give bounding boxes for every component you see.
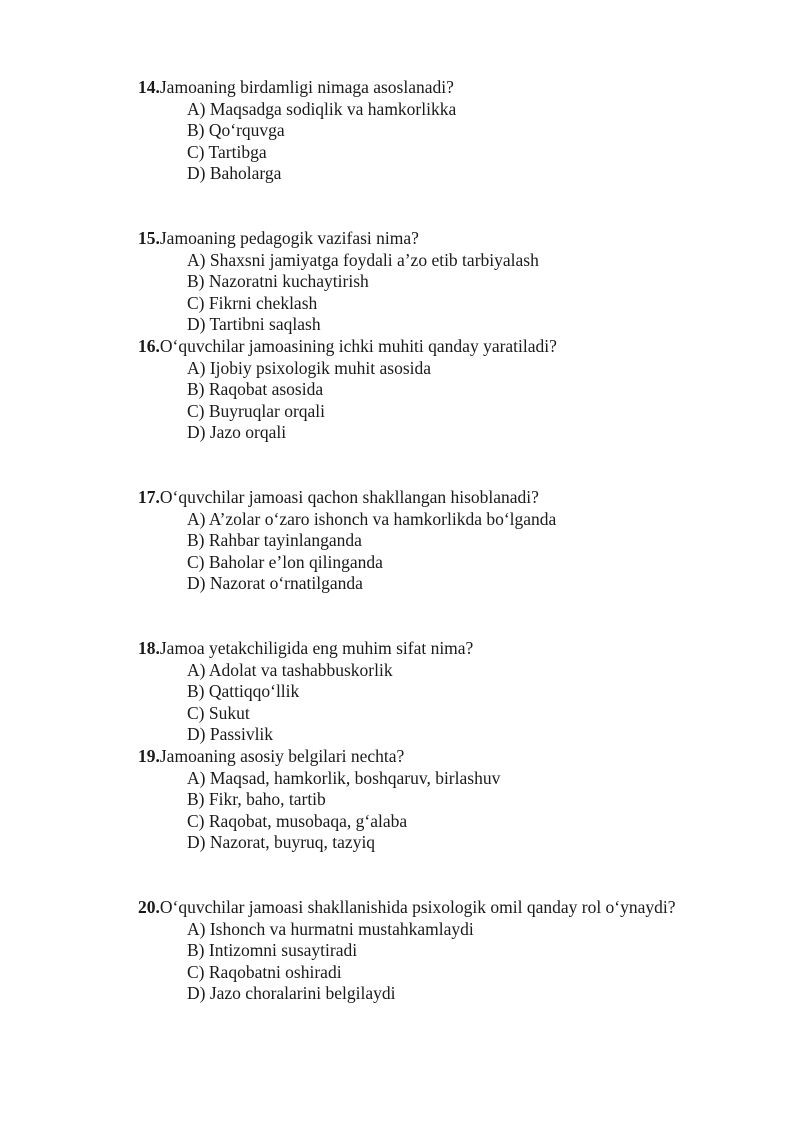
question-text: Jamoaning birdamligi nimaga asoslanadi? bbox=[159, 77, 454, 97]
option-a: A) Maqsad, hamkorlik, boshqaruv, birlashuv bbox=[187, 767, 501, 788]
option-c: C) Fikrni cheklash bbox=[187, 292, 318, 313]
option-b: B) Rahbar tayinlanganda bbox=[187, 530, 362, 551]
option-b: B) Raqobat asosida bbox=[187, 379, 324, 400]
question-stem bbox=[138, 336, 778, 358]
question-number: 20. bbox=[138, 897, 160, 917]
option-c: C) Raqobat, musobaqa, g‘alaba bbox=[187, 810, 408, 831]
option-b: B) Qattiqqo‘llik bbox=[187, 681, 300, 702]
question-number: 17. bbox=[138, 487, 160, 507]
option-d: D) Nazorat, buyruq, tazyiq bbox=[187, 832, 376, 853]
option-b: B) Nazoratni kuchaytirish bbox=[187, 271, 369, 292]
question-number: 14. bbox=[138, 77, 160, 97]
option-c: C) Buyruqlar orqali bbox=[187, 400, 326, 421]
question-number: 16. bbox=[138, 336, 160, 356]
question-stem bbox=[138, 746, 778, 768]
option-b: B) Intizomni susaytiradi bbox=[187, 940, 358, 961]
question-stem bbox=[138, 487, 778, 509]
option-d: D) Baholarga bbox=[187, 163, 282, 184]
question-number: 15. bbox=[138, 228, 160, 248]
option-c: C) Baholar e’lon qilinganda bbox=[187, 551, 383, 572]
option-d: D) Tartibni saqlash bbox=[187, 314, 321, 335]
question-text: Jamoa yetakchiligida eng muhim sifat nima? bbox=[159, 638, 474, 658]
question-text: O‘quvchilar jamoasining ichki muhiti qanday yaratiladi? bbox=[159, 336, 557, 356]
option-a: A) Shaxsni jamiyatga foydali a’zo etib tarbiyalash bbox=[187, 249, 539, 270]
option-d: D) Nazorat o‘rnatilganda bbox=[187, 573, 363, 594]
option-a: A) Ishonch va hurmatni mustahkamlaydi bbox=[187, 918, 474, 939]
question-19 bbox=[138, 746, 778, 854]
question-stem bbox=[138, 228, 778, 250]
question-14 bbox=[138, 77, 778, 185]
option-d: D) Jazo orqali bbox=[187, 422, 287, 443]
question-text: Jamoaning asosiy belgilari nechta? bbox=[159, 746, 405, 766]
question-text: Jamoaning pedagogik vazifasi nima? bbox=[159, 228, 419, 248]
question-15 bbox=[138, 228, 778, 336]
question-17 bbox=[138, 487, 778, 595]
option-c: C) Sukut bbox=[187, 702, 250, 723]
option-a: A) A’zolar o‘zaro ishonch va hamkorlikda bo‘lganda bbox=[187, 508, 557, 529]
option-b: B) Qo‘rquvga bbox=[187, 120, 285, 141]
option-a: A) Ijobiy psixologik muhit asosida bbox=[187, 357, 432, 378]
question-number: 18. bbox=[138, 638, 160, 658]
question-20 bbox=[138, 897, 778, 1005]
question-text: O‘quvchilar jamoasi shakllanishida psixologik omil qanday rol o‘ynaydi? bbox=[159, 897, 676, 917]
question-18 bbox=[138, 638, 778, 746]
option-c: C) Tartibga bbox=[187, 141, 267, 162]
question-stem bbox=[138, 638, 778, 660]
question-number: 19. bbox=[138, 746, 160, 766]
option-a: A) Adolat va tashabbuskorlik bbox=[187, 659, 393, 680]
question-stem bbox=[138, 77, 778, 99]
option-a: A) Maqsadga sodiqlik va hamkorlikka bbox=[187, 98, 457, 119]
question-16 bbox=[138, 336, 778, 444]
question-text: O‘quvchilar jamoasi qachon shakllangan hisoblanadi? bbox=[159, 487, 539, 507]
option-c: C) Raqobatni oshiradi bbox=[187, 961, 342, 982]
question-stem bbox=[138, 897, 778, 919]
option-d: D) Jazo choralarini belgilaydi bbox=[187, 983, 396, 1004]
option-d: D) Passivlik bbox=[187, 724, 274, 745]
option-b: B) Fikr, baho, tartib bbox=[187, 789, 326, 810]
